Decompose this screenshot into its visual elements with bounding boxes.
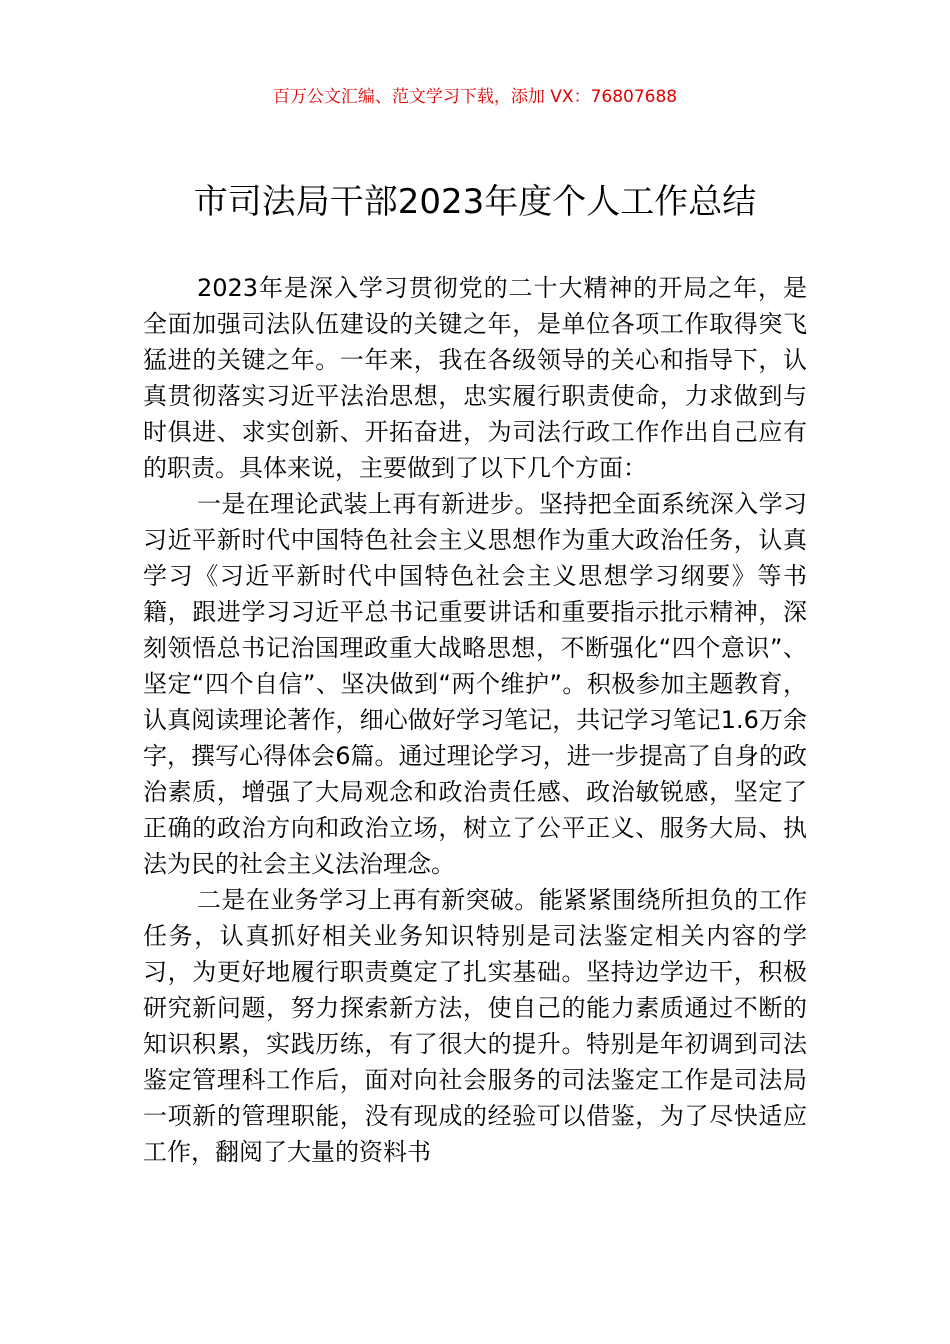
document-title: 市司法局干部2023年度个人工作总结 [193, 182, 757, 222]
document-body [143, 270, 807, 1215]
paragraph-intro: 2023年是深入学习贯彻党的二十大精神的开局之年，是全面加强司法队伍建设的关键之年，是单位各项工作取得突飞猛进的关键之年。一年来，我在各级领导的关心和指导下，认真贯彻落实习近平法治思想，忠实履行职责使命，力求做到与时俱进、求实创新、开拓奋进，为司法行政工作作出自己应有的职责。具体来说，主要做到了以下几个方面： [143, 274, 807, 482]
watermark-header: 百万公文汇编、范文学习下载，添加 VX：76807688 [272, 87, 678, 107]
paragraph-theory: 一是在理论武装上再有新进步。坚持把全面系统深入学习习近平新时代中国特色社会主义思想作为重大政治任务，认真学习《习近平新时代中国特色社会主义思想学习纲要》等书籍，跟进学习习近平总书记重要讲话和重要指示批示精神，深刻领悟总书记治国理政重大战略思想，不断强化“四个意识”、坚定“四个自信”、坚决做到“两个维护”。积极参加主题教育，认真阅读理论著作，细心做好学习笔记，共记学习笔记1.6万余字，撰写心得体会6篇。通过理论学习，进一步提高了自身的政治素质，增强了大局观念和政治责任感、政治敏锐感，坚定了正确的政治方向和政治立场，树立了公平正义、服务大局、执法为民的社会主义法治理念。 [143, 490, 807, 878]
paragraph-business: 二是在业务学习上再有新突破。能紧紧围绕所担负的工作任务，认真抓好相关业务知识特别是司法鉴定相关内容的学习，为更好地履行职责奠定了扎实基础。坚持边学边干，积极研究新问题，努力探索新方法，使自己的能力素质通过不断的知识积累，实践历练，有了很大的提升。特别是年初调到司法鉴定管理科工作后，面对向社会服务的司法鉴定工作是司法局一项新的管理职能，没有现成的经验可以借鉴，为了尽快适应工作，翻阅了大量的资料书 [143, 886, 807, 1166]
